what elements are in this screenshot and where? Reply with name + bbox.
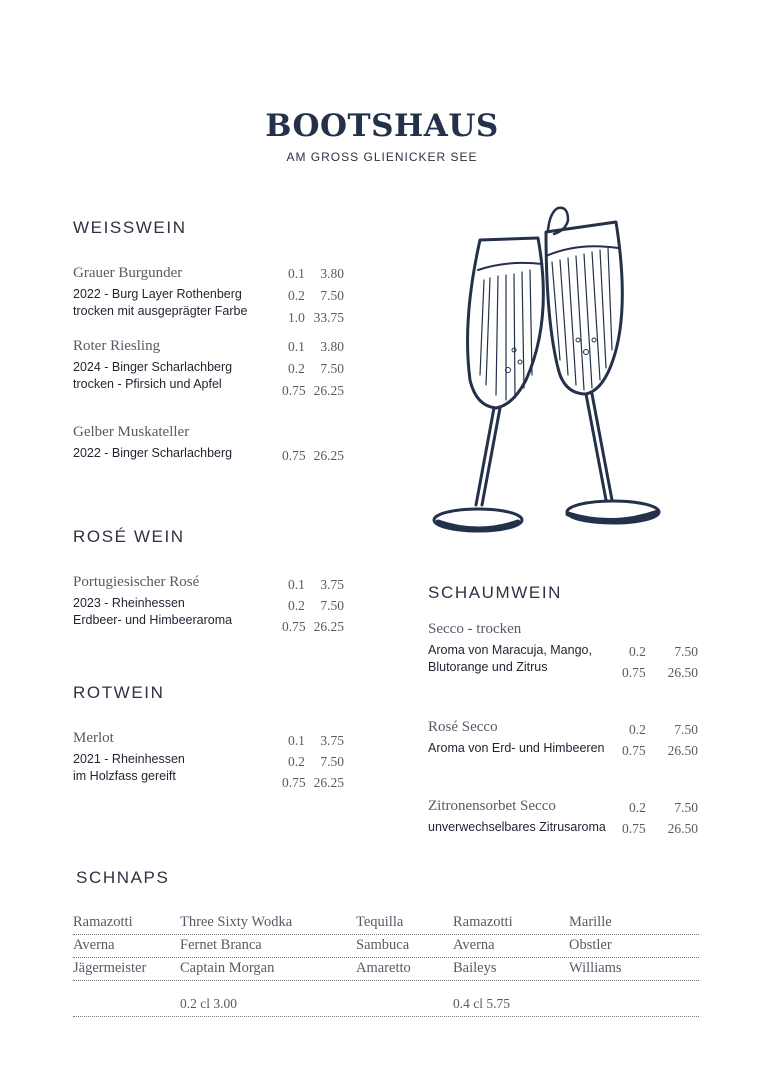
price: 26.25 — [313, 448, 344, 463]
size: 0.75 — [622, 821, 646, 836]
size: 0.75 — [282, 619, 306, 634]
table-cell: Baileys — [453, 960, 497, 976]
wine-description: 2022 - Burg Layer Rothenberg — [73, 287, 242, 301]
price: 7.50 — [674, 722, 698, 737]
size: 0.2 — [288, 288, 305, 303]
section-title-schaumwein: SCHAUMWEIN — [428, 583, 563, 602]
wine-description: Aroma von Erd- und Himbeeren — [428, 741, 605, 755]
price: 3.75 — [320, 577, 344, 592]
wine-description: 2024 - Binger Scharlachberg — [73, 360, 233, 374]
size: 0.2 — [288, 754, 305, 769]
wine-name: Rosé Secco — [428, 719, 498, 735]
price: 3.80 — [320, 266, 344, 281]
table-cell: Obstler — [569, 937, 612, 953]
table-cell: Amaretto — [356, 960, 411, 976]
size: 0.2 — [629, 800, 646, 815]
section-title-weisswein: WEISSWEIN — [73, 218, 187, 237]
price: 26.50 — [667, 665, 698, 680]
price-small: 0.2 cl 3.00 — [180, 996, 237, 1011]
price: 26.50 — [667, 743, 698, 758]
table-cell: Captain Morgan — [180, 960, 275, 976]
table-row — [73, 935, 699, 958]
wine-description: Erdbeer- und Himbeeraroma — [73, 613, 233, 627]
price: 7.50 — [320, 754, 344, 769]
price: 26.25 — [313, 619, 344, 634]
size: 0.75 — [282, 775, 306, 790]
wine-name: Portugiesischer Rosé — [73, 574, 200, 590]
price: 7.50 — [320, 598, 344, 613]
wine-description: 2021 - Rheinhessen — [73, 752, 185, 766]
size: 0.75 — [622, 743, 646, 758]
wine-name: Grauer Burgunder — [73, 265, 183, 281]
wine-description: im Holzfass gereift — [73, 769, 176, 783]
wine-name: Gelber Muskateller — [73, 424, 190, 440]
size: 0.2 — [288, 598, 305, 613]
price: 26.25 — [313, 383, 344, 398]
table-cell: Ramazotti — [73, 914, 133, 930]
price: 3.75 — [320, 733, 344, 748]
table-cell: Averna — [73, 937, 115, 953]
section-title-schnaps: SCHNAPS — [76, 868, 170, 887]
size: 0.75 — [282, 383, 306, 398]
size: 0.2 — [629, 722, 646, 737]
wine-description: 2022 - Binger Scharlachberg — [73, 446, 233, 460]
price: 26.25 — [313, 775, 344, 790]
table-row-prices — [73, 994, 699, 1017]
champagne-glasses-icon — [418, 200, 668, 545]
table-cell: Tequilla — [356, 914, 404, 930]
brand-subtitle: AM GROSS GLIENICKER SEE — [286, 150, 478, 164]
table-cell: Three Sixty Wodka — [180, 914, 293, 930]
size: 0.1 — [288, 266, 305, 281]
table-cell: Marille — [569, 914, 612, 930]
size: 0.2 — [629, 644, 646, 659]
table-row — [73, 958, 699, 981]
price-large: 0.4 cl 5.75 — [453, 996, 510, 1011]
wine-description: 2023 - Rheinhessen — [73, 596, 185, 610]
price: 7.50 — [320, 288, 344, 303]
size: 0.75 — [282, 448, 306, 463]
size: 0.2 — [288, 361, 305, 376]
size: 0.75 — [622, 665, 646, 680]
table-cell: Fernet Branca — [180, 937, 262, 953]
section-title-rose: ROSÉ WEIN — [73, 527, 185, 546]
size: 0.1 — [288, 339, 305, 354]
size: 0.1 — [288, 577, 305, 592]
wine-description: unverwechselbares Zitrusaroma — [428, 820, 606, 834]
wine-description: trocken mit ausgeprägter Farbe — [73, 304, 248, 318]
table-cell: Williams — [569, 960, 622, 976]
price: 33.75 — [313, 310, 344, 325]
wine-description: Blutorange und Zitrus — [428, 660, 548, 674]
price: 26.50 — [667, 821, 698, 836]
wine-description: trocken - Pfirsich und Apfel — [73, 377, 222, 391]
price: 7.50 — [674, 644, 698, 659]
wine-name: Merlot — [73, 730, 114, 746]
table-cell: Ramazotti — [453, 914, 513, 930]
table-cell: Averna — [453, 937, 495, 953]
price: 3.80 — [320, 339, 344, 354]
brand-title: BOOTSHAUS — [265, 108, 499, 144]
size: 1.0 — [288, 310, 305, 325]
wine-name: Roter Riesling — [73, 338, 161, 354]
price: 7.50 — [674, 800, 698, 815]
table-cell: Sambuca — [356, 937, 410, 953]
price: 7.50 — [320, 361, 344, 376]
table-cell: Jägermeister — [73, 960, 147, 976]
section-title-rotwein: ROTWEIN — [73, 683, 165, 702]
wine-name: Zitronensorbet Secco — [428, 798, 556, 814]
size: 0.1 — [288, 733, 305, 748]
wine-name: Secco - trocken — [428, 621, 522, 637]
wine-description: Aroma von Maracuja, Mango, — [428, 643, 592, 657]
table-row — [73, 912, 699, 935]
